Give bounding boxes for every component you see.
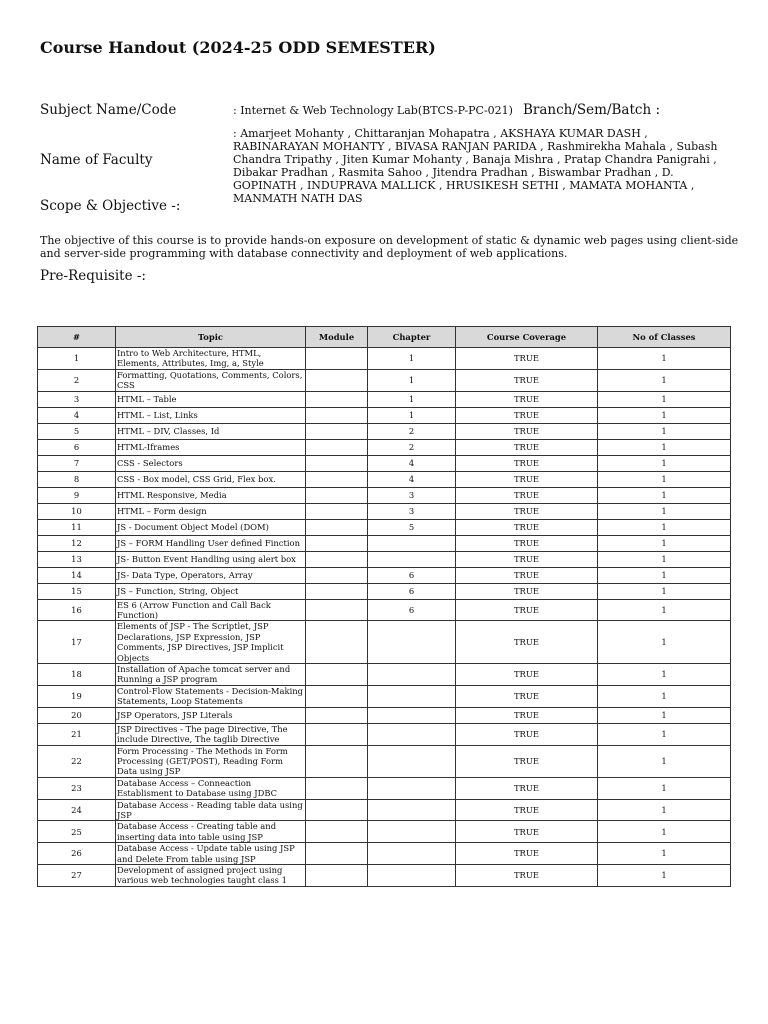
cell-classes: 1 — [598, 821, 731, 843]
cell-coverage: TRUE — [456, 583, 598, 599]
cell-classes: 1 — [598, 439, 731, 455]
table-row — [38, 864, 731, 886]
cell-topic: JSP Operators, JSP Literals — [116, 707, 306, 723]
cell-number: 27 — [38, 864, 116, 886]
cell-classes: 1 — [598, 864, 731, 886]
cell-module — [306, 777, 368, 799]
cell-chapter: 5 — [368, 519, 456, 535]
cell-module — [306, 864, 368, 886]
cell-number: 19 — [38, 685, 116, 707]
cell-classes: 1 — [598, 391, 731, 407]
cell-coverage: TRUE — [456, 519, 598, 535]
col-header-coverage: Course Coverage — [456, 327, 598, 348]
cell-chapter: 4 — [368, 455, 456, 471]
cell-coverage: TRUE — [456, 423, 598, 439]
table-row — [38, 439, 731, 455]
scope-label: Scope & Objective -: — [40, 198, 181, 214]
cell-module — [306, 503, 368, 519]
cell-module — [306, 821, 368, 843]
cell-topic: HTML – Table — [116, 391, 306, 407]
page-title: Course Handout (2024-25 ODD SEMESTER) — [40, 38, 436, 57]
table-row — [38, 348, 731, 370]
cell-topic: JS- Button Event Handling using alert box — [116, 551, 306, 567]
cell-number: 25 — [38, 821, 116, 843]
cell-chapter: 3 — [368, 503, 456, 519]
cell-chapter — [368, 685, 456, 707]
cell-module — [306, 551, 368, 567]
table-row — [38, 471, 731, 487]
cell-classes: 1 — [598, 519, 731, 535]
cell-coverage: TRUE — [456, 487, 598, 503]
cell-classes: 1 — [598, 455, 731, 471]
cell-chapter — [368, 745, 456, 777]
table-row — [38, 843, 731, 865]
cell-module — [306, 519, 368, 535]
cell-classes: 1 — [598, 621, 731, 664]
cell-module — [306, 843, 368, 865]
cell-number: 12 — [38, 535, 116, 551]
table-row — [38, 621, 731, 664]
cell-number: 22 — [38, 745, 116, 777]
cell-classes: 1 — [598, 664, 731, 686]
cell-classes: 1 — [598, 503, 731, 519]
cell-topic: Control-Flow Statements - Decision-Making Statements, Loop Statements — [116, 685, 306, 707]
cell-module — [306, 423, 368, 439]
cell-module — [306, 745, 368, 777]
table-row — [38, 821, 731, 843]
cell-number: 9 — [38, 487, 116, 503]
cell-topic: HTML Responsive, Media — [116, 487, 306, 503]
cell-topic: CSS - Box model, CSS Grid, Flex box. — [116, 471, 306, 487]
cell-number: 3 — [38, 391, 116, 407]
topics-table — [37, 326, 731, 887]
cell-coverage: TRUE — [456, 471, 598, 487]
cell-number: 11 — [38, 519, 116, 535]
cell-number: 18 — [38, 664, 116, 686]
cell-module — [306, 439, 368, 455]
table-row — [38, 407, 731, 423]
cell-coverage: TRUE — [456, 439, 598, 455]
cell-coverage: TRUE — [456, 621, 598, 664]
cell-chapter: 1 — [368, 348, 456, 370]
cell-classes: 1 — [598, 599, 731, 621]
table-row — [38, 567, 731, 583]
cell-chapter — [368, 551, 456, 567]
cell-number: 26 — [38, 843, 116, 865]
table-row — [38, 777, 731, 799]
cell-number: 21 — [38, 723, 116, 745]
cell-module — [306, 664, 368, 686]
cell-number: 17 — [38, 621, 116, 664]
cell-module — [306, 685, 368, 707]
table-header-row — [38, 327, 731, 348]
cell-number: 7 — [38, 455, 116, 471]
cell-classes: 1 — [598, 799, 731, 821]
cell-classes: 1 — [598, 583, 731, 599]
cell-classes: 1 — [598, 843, 731, 865]
cell-chapter: 4 — [368, 471, 456, 487]
table-row — [38, 745, 731, 777]
cell-coverage: TRUE — [456, 391, 598, 407]
table-row — [38, 707, 731, 723]
cell-topic: Database Access - Creating table and inserting data into table using JSP — [116, 821, 306, 843]
cell-chapter — [368, 864, 456, 886]
subject-label: Subject Name/Code — [40, 102, 177, 118]
cell-classes: 1 — [598, 777, 731, 799]
cell-coverage: TRUE — [456, 723, 598, 745]
cell-coverage: TRUE — [456, 707, 598, 723]
objective-text: The objective of this course is to provide hands-on exposure on development of static & dynamic web pages using client-side and server-side programming with database connectivity and deployment of web applications. — [40, 234, 739, 260]
table-row — [38, 664, 731, 686]
cell-module — [306, 707, 368, 723]
table-row — [38, 599, 731, 621]
cell-coverage: TRUE — [456, 745, 598, 777]
cell-topic: JS - Document Object Model (DOM) — [116, 519, 306, 535]
table-row — [38, 519, 731, 535]
cell-module — [306, 391, 368, 407]
cell-module — [306, 567, 368, 583]
subject-value: : Internet & Web Technology Lab(BTCS-P-PC-021) — [233, 104, 513, 117]
cell-number: 13 — [38, 551, 116, 567]
cell-chapter: 2 — [368, 423, 456, 439]
cell-classes: 1 — [598, 551, 731, 567]
cell-number: 6 — [38, 439, 116, 455]
cell-coverage: TRUE — [456, 843, 598, 865]
col-header-module: Module — [306, 327, 368, 348]
cell-topic: Form Processing - The Methods in Form Processing (GET/POST), Reading Form Data using JSP — [116, 745, 306, 777]
cell-chapter: 6 — [368, 583, 456, 599]
cell-classes: 1 — [598, 707, 731, 723]
table-row — [38, 799, 731, 821]
table-row — [38, 455, 731, 471]
cell-number: 8 — [38, 471, 116, 487]
cell-coverage: TRUE — [456, 407, 598, 423]
cell-classes: 1 — [598, 685, 731, 707]
cell-topic: Elements of JSP - The Scriptlet, JSP Declarations, JSP Expression, JSP Comments, JSP Directives, JSP Implicit Objects — [116, 621, 306, 664]
table-row — [38, 503, 731, 519]
cell-number: 2 — [38, 369, 116, 391]
cell-coverage: TRUE — [456, 369, 598, 391]
cell-module — [306, 471, 368, 487]
cell-topic: JS – Function, String, Object — [116, 583, 306, 599]
cell-number: 1 — [38, 348, 116, 370]
cell-chapter — [368, 821, 456, 843]
cell-topic: Formatting, Quotations, Comments, Colors, CSS — [116, 369, 306, 391]
cell-classes: 1 — [598, 723, 731, 745]
cell-number: 23 — [38, 777, 116, 799]
table-row — [38, 685, 731, 707]
cell-topic: JSP Directives - The page Directive, The include Directive, The taglib Directive — [116, 723, 306, 745]
cell-module — [306, 348, 368, 370]
cell-coverage: TRUE — [456, 567, 598, 583]
cell-coverage: TRUE — [456, 455, 598, 471]
cell-module — [306, 407, 368, 423]
cell-module — [306, 583, 368, 599]
cell-classes: 1 — [598, 471, 731, 487]
cell-classes: 1 — [598, 369, 731, 391]
cell-topic: ES 6 (Arrow Function and Call Back Function) — [116, 599, 306, 621]
cell-chapter: 6 — [368, 599, 456, 621]
table-row — [38, 551, 731, 567]
cell-topic: Database Access - Update table using JSP and Delete From table using JSP — [116, 843, 306, 865]
cell-number: 14 — [38, 567, 116, 583]
cell-module — [306, 799, 368, 821]
cell-classes: 1 — [598, 348, 731, 370]
cell-coverage: TRUE — [456, 685, 598, 707]
cell-number: 5 — [38, 423, 116, 439]
cell-classes: 1 — [598, 487, 731, 503]
cell-chapter: 6 — [368, 567, 456, 583]
cell-topic: HTML – DIV, Classes, Id — [116, 423, 306, 439]
cell-module — [306, 621, 368, 664]
cell-number: 16 — [38, 599, 116, 621]
cell-chapter — [368, 777, 456, 799]
cell-module — [306, 455, 368, 471]
cell-topic: HTML – Form design — [116, 503, 306, 519]
cell-number: 4 — [38, 407, 116, 423]
cell-chapter: 1 — [368, 369, 456, 391]
cell-chapter — [368, 621, 456, 664]
table-row — [38, 369, 731, 391]
cell-number: 20 — [38, 707, 116, 723]
cell-module — [306, 535, 368, 551]
cell-topic: Intro to Web Architecture, HTML, Elements, Attributes, Img, a, Style — [116, 348, 306, 370]
cell-coverage: TRUE — [456, 348, 598, 370]
table-row — [38, 583, 731, 599]
cell-topic: HTML-Iframes — [116, 439, 306, 455]
branch-label: Branch/Sem/Batch : — [523, 102, 660, 118]
cell-chapter — [368, 535, 456, 551]
cell-chapter — [368, 664, 456, 686]
cell-module — [306, 487, 368, 503]
cell-topic: Database Access – Conneaction Establisment to Database using JDBC — [116, 777, 306, 799]
col-header-topic: Topic — [116, 327, 306, 348]
cell-number: 24 — [38, 799, 116, 821]
cell-topic: Database Access - Reading table data using JSP — [116, 799, 306, 821]
cell-coverage: TRUE — [456, 799, 598, 821]
cell-number: 10 — [38, 503, 116, 519]
cell-coverage: TRUE — [456, 599, 598, 621]
cell-coverage: TRUE — [456, 864, 598, 886]
cell-chapter: 2 — [368, 439, 456, 455]
cell-chapter: 1 — [368, 407, 456, 423]
cell-classes: 1 — [598, 407, 731, 423]
cell-number: 15 — [38, 583, 116, 599]
cell-coverage: TRUE — [456, 664, 598, 686]
cell-chapter — [368, 723, 456, 745]
table-row — [38, 487, 731, 503]
cell-topic: Development of assigned project using various web technologies taught class 1 — [116, 864, 306, 886]
cell-chapter — [368, 707, 456, 723]
cell-topic: HTML – List, Links — [116, 407, 306, 423]
faculty-label: Name of Faculty — [40, 152, 153, 168]
cell-module — [306, 723, 368, 745]
cell-coverage: TRUE — [456, 503, 598, 519]
cell-coverage: TRUE — [456, 551, 598, 567]
cell-module — [306, 369, 368, 391]
cell-module — [306, 599, 368, 621]
cell-classes: 1 — [598, 423, 731, 439]
cell-chapter: 3 — [368, 487, 456, 503]
cell-topic: JS- Data Type, Operators, Array — [116, 567, 306, 583]
cell-classes: 1 — [598, 745, 731, 777]
cell-coverage: TRUE — [456, 821, 598, 843]
cell-coverage: TRUE — [456, 535, 598, 551]
cell-classes: 1 — [598, 567, 731, 583]
table-row — [38, 535, 731, 551]
prerequisite-label: Pre-Requisite -: — [40, 268, 146, 284]
cell-classes: 1 — [598, 535, 731, 551]
col-header-classes: No of Classes — [598, 327, 731, 348]
cell-topic: CSS - Selectors — [116, 455, 306, 471]
cell-topic: Installation of Apache tomcat server and Running a JSP program — [116, 664, 306, 686]
cell-topic: JS – FORM Handling User defined Finction — [116, 535, 306, 551]
table-row — [38, 423, 731, 439]
cell-coverage: TRUE — [456, 777, 598, 799]
col-header-number: # — [38, 327, 116, 348]
cell-chapter: 1 — [368, 391, 456, 407]
table-row — [38, 723, 731, 745]
col-header-chapter: Chapter — [368, 327, 456, 348]
cell-chapter — [368, 799, 456, 821]
table-row — [38, 391, 731, 407]
faculty-value: : Amarjeet Mohanty , Chittaranjan Mohapatra , AKSHAYA KUMAR DASH , RABINARAYAN MOHANTY , BIVASA RANJAN PARIDA , Rashmirekha Mahala , Subash Chandra Tripathy , Jiten Kumar Mohanty , Banaja Mishra , Pratap Chandra Panigrahi , Dibakar Pradhan , Rasmita Sahoo , Jitendra Pradhan , Biswambar Pradhan , D. GOPINATH , INDUPRAVA MALLICK , HRUSIKESH SETHI , MAMATA MOHANTA , MANMATH NATH DAS — [233, 127, 718, 205]
cell-chapter — [368, 843, 456, 865]
